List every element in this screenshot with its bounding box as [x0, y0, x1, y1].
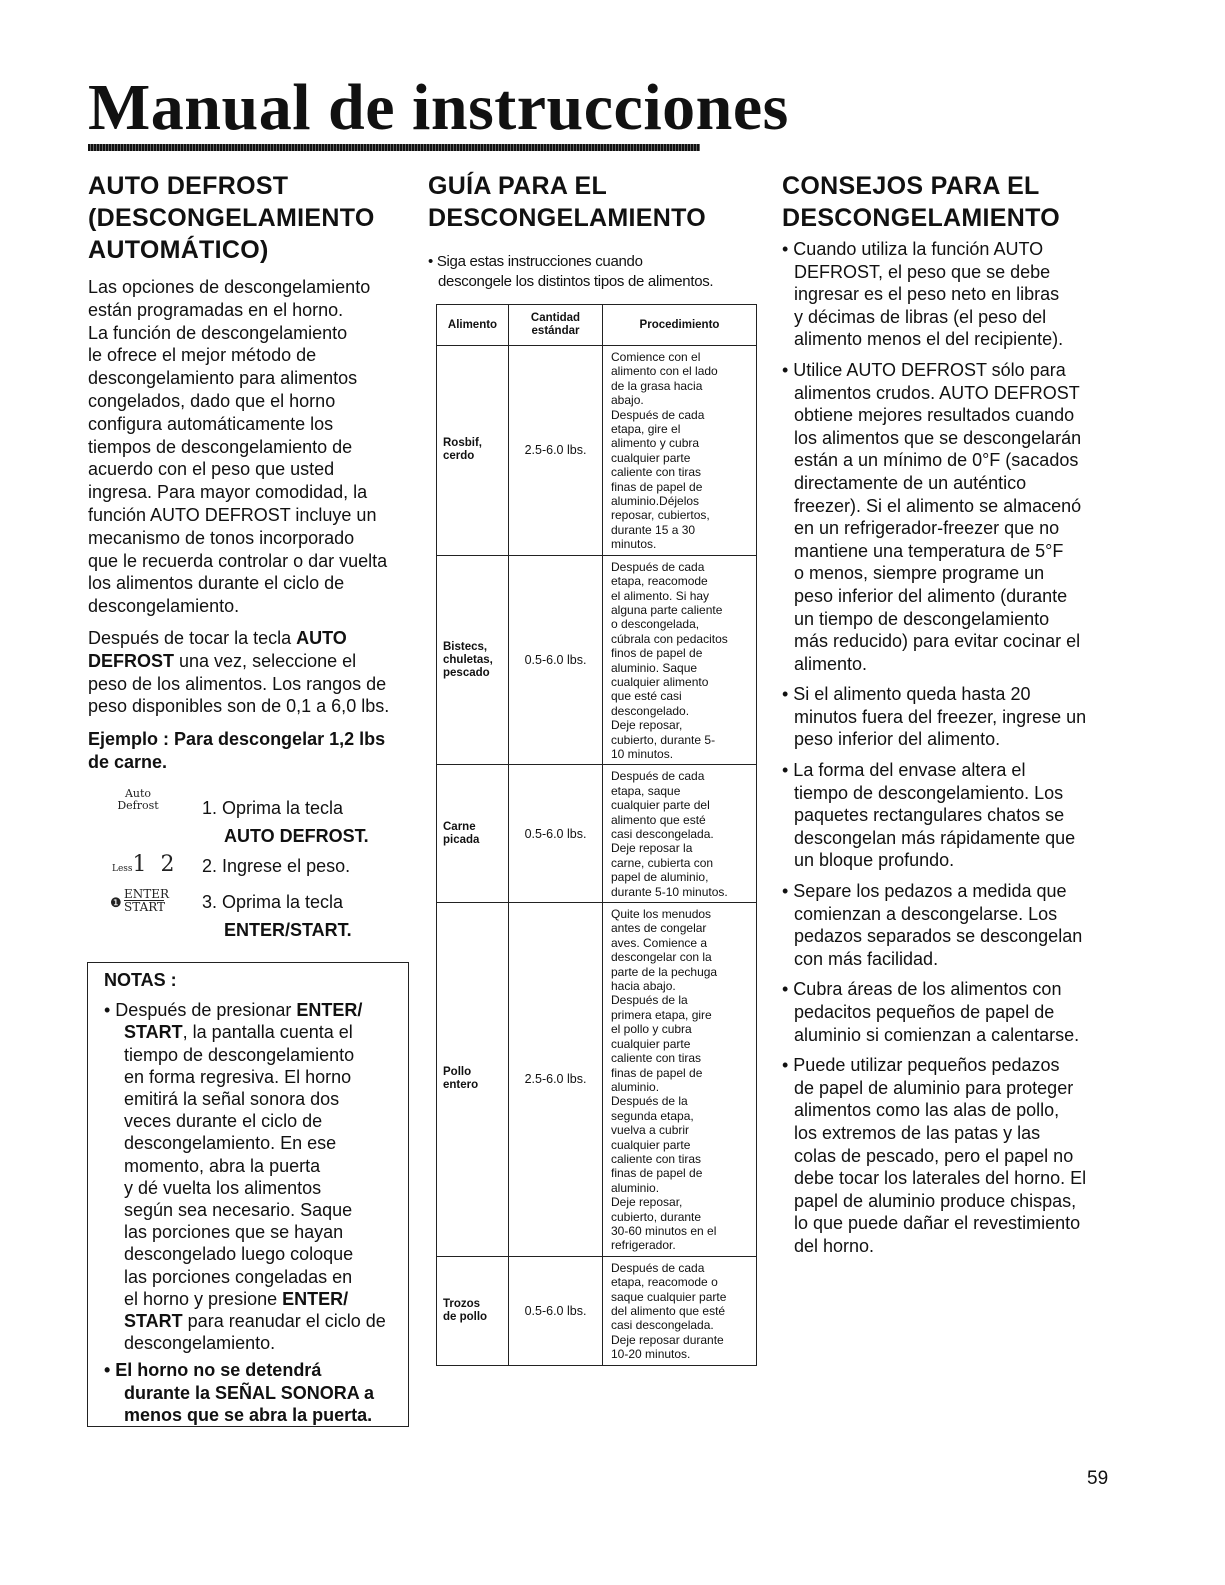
column-header-quantity	[509, 305, 603, 346]
cell-line: finas de papel de	[611, 1065, 703, 1080]
cell-line: caliente con tiras	[611, 1051, 702, 1066]
text-line: aluminio si comienzan a calentarse.	[794, 1024, 1080, 1045]
tip-item	[782, 238, 1122, 351]
text-line: La función de descongelamiento	[88, 322, 348, 343]
text-run: una vez, seleccione el	[174, 650, 357, 671]
text-line: y dé vuelta los alimentos	[124, 1177, 322, 1198]
range-paragraph	[88, 627, 418, 718]
text-line: que le recuerda controlar o dar vuelta	[88, 550, 388, 571]
text-line: comienzan a descongelarse. Los	[794, 903, 1058, 924]
icon-label: ENTER	[124, 887, 170, 901]
cell-line: Pollo	[443, 1066, 472, 1079]
step-1-key: AUTO DEFROST.	[224, 826, 369, 846]
cell-line: Deje reposar durante	[611, 1332, 724, 1347]
text-line	[104, 1021, 408, 1043]
quantity-cell: 2.5-6.0 lbs.	[509, 903, 603, 1257]
step-2-text: 2. Ingrese el peso.	[202, 856, 351, 876]
tip-item	[782, 683, 1122, 751]
cell-line: aluminio.	[611, 1180, 660, 1195]
cell-line: finos de papel de	[611, 646, 703, 661]
text-line: del horno.	[794, 1235, 875, 1256]
cell-line: aves. Comience a	[611, 935, 708, 950]
heading-line: DESCONGELAMIENTO	[782, 204, 1060, 232]
intro-paragraph	[88, 276, 418, 618]
tip-item	[782, 359, 1122, 675]
cell-line: reposar, cubiertos,	[611, 508, 710, 523]
text-line: peso de los alimentos. Los rangos de	[88, 673, 387, 694]
defrost-guide-section	[428, 170, 768, 292]
food-cell	[437, 903, 509, 1257]
defrost-tips-heading	[782, 170, 1122, 234]
cell-line: refrigerador.	[611, 1238, 676, 1253]
notes-title: NOTAS :	[104, 970, 177, 990]
text-line: • Separe los pedazos a medida que	[782, 881, 1067, 902]
cell-line: cubierto, durante	[611, 1209, 702, 1224]
cell-line: Después de cada	[611, 1260, 705, 1275]
text-run: para reanudar el ciclo de	[182, 1311, 386, 1332]
text-run: START	[124, 1022, 183, 1043]
procedure-cell	[603, 346, 757, 556]
cell-line: Después de la	[611, 1094, 688, 1109]
cell-line: parte de la pechuga	[611, 964, 718, 979]
cell-line: aluminio.	[611, 1079, 660, 1094]
text-line: los extremos de las patas y las	[794, 1122, 1041, 1143]
text-line	[104, 1288, 408, 1310]
table-row	[437, 555, 757, 765]
header-line: Cantidad	[530, 312, 581, 324]
text-line: descongelamiento.	[88, 596, 240, 617]
text-line: descongelamiento para alimentos	[88, 368, 358, 389]
notes-box	[87, 962, 409, 1427]
text-line: están programadas en el horno.	[88, 299, 344, 320]
cell-line: alimento y cubra	[611, 436, 700, 451]
icon-label: Less	[112, 864, 133, 874]
text-line: momento, abra la puerta	[124, 1155, 321, 1176]
cell-line: alguna parte caliente	[611, 602, 723, 617]
text-line: obtiene mejores resultados cuando	[794, 405, 1075, 426]
food-cell	[437, 1256, 509, 1365]
text-run: el horno y presione	[124, 1288, 283, 1309]
text-line: durante la SEÑAL SONORA a	[124, 1382, 375, 1403]
text-line: las porciones congeladas en	[124, 1266, 353, 1287]
text-line: ingresa. Para mayor comodidad, la	[88, 482, 368, 503]
text-line: veces durante el ciclo de	[124, 1111, 323, 1132]
text-line: tiempo de descongelamiento	[124, 1044, 355, 1065]
text-line: Ejemplo : Para descongelar 1,2 lbs	[88, 729, 386, 750]
heading-line: DESCONGELAMIENTO	[428, 204, 706, 232]
text-line: de papel de aluminio para proteger	[794, 1077, 1074, 1098]
header-line: estándar	[531, 325, 580, 337]
cell-line: Rosbif,	[443, 437, 482, 450]
cell-line: cúbrala con pedacitos	[611, 631, 728, 646]
text-line: • El horno no se detendrá	[104, 1360, 322, 1381]
auto-defrost-heading	[88, 170, 418, 266]
text-line: le ofrece el mejor método de	[88, 345, 317, 366]
tip-item	[782, 880, 1122, 970]
cell-line: Después de cada	[611, 559, 705, 574]
text-line: minutos fuera del freezer, ingrese un	[794, 706, 1087, 727]
text-run: Después de tocar la tecla	[88, 627, 297, 648]
cell-line: carne, cubierta con	[611, 855, 714, 870]
text-line: peso disponibles son de 0,1 a 6,0 lbs.	[88, 696, 390, 717]
icon-label: Defrost	[117, 799, 159, 812]
text-line: de carne.	[88, 752, 168, 773]
cell-line: descongelar con la	[611, 950, 712, 965]
food-cell	[437, 346, 509, 556]
cell-line: finas de papel de	[611, 1166, 703, 1181]
defrost-tips-section	[782, 170, 1122, 1266]
text-run: DEFROST	[88, 650, 175, 671]
cell-line: 30-60 minutos en el	[611, 1223, 717, 1238]
cell-line: Deje reposar,	[611, 718, 683, 733]
cell-line: pescado	[443, 666, 490, 679]
text-line: están a un mínimo de 0°F (sacados	[794, 450, 1079, 471]
cell-line: cerdo	[443, 450, 475, 463]
text-line: • Puede utilizar pequeños pedazos	[782, 1055, 1060, 1076]
cell-line: caliente con tiras	[611, 1151, 702, 1166]
tips-list	[782, 238, 1122, 1258]
text-line: • Utilice AUTO DEFROST sólo para	[782, 359, 1066, 380]
text-line: alimento.	[794, 653, 868, 674]
cell-line: caliente con tiras	[611, 465, 702, 480]
cell-line: durante 15 a 30	[611, 522, 696, 537]
table-row	[437, 346, 757, 556]
cell-line: Quite los menudos	[611, 907, 712, 922]
text-line: alimentos crudos. AUTO DEFROST	[794, 382, 1080, 403]
text-line: directamente de un auténtico	[794, 472, 1027, 493]
text-line: en un refrigerador-freezer que no	[794, 518, 1060, 539]
step-3-text: 3. Oprima la tecla	[202, 892, 344, 912]
text-line: congelados, dado que el horno	[88, 390, 336, 411]
text-line: los alimentos que se descongelarán	[794, 427, 1082, 448]
quantity-cell: 0.5-6.0 lbs.	[509, 555, 603, 765]
table-row	[437, 1256, 757, 1365]
text-line: alimento menos el del recipiente).	[794, 329, 1064, 350]
text-line	[88, 627, 418, 650]
text-line: en forma regresiva. El horno	[124, 1066, 352, 1087]
icon-label: Auto	[124, 787, 152, 800]
cell-line: cubierto, durante 5-	[611, 732, 716, 747]
text-line: acuerdo con el peso que usted	[88, 459, 335, 480]
cell-line: picada	[443, 833, 480, 846]
cell-line: durante 5-10 minutos.	[611, 884, 728, 899]
cell-line: el pollo y cubra	[611, 1022, 692, 1037]
cell-line: Después de cada	[611, 407, 705, 422]
text-line: alimentos como las alas de pollo,	[794, 1100, 1060, 1121]
text-line: tiempos de descongelamiento de	[88, 436, 353, 457]
text-line: • Cubra áreas de los alimentos con	[782, 979, 1062, 1000]
text-line: tiempo de descongelamiento. Los	[794, 782, 1064, 803]
text-line: freezer). Si el alimento se almacenó	[794, 495, 1082, 516]
text-line: pedazos separados se descongelan	[794, 926, 1083, 947]
text-line: más reducido) para evitar cocinar el	[794, 631, 1081, 652]
text-line: • Si el alimento queda hasta 20	[782, 684, 1031, 705]
text-line: menos que se abra la puerta.	[124, 1404, 373, 1425]
cell-line: finas de papel de	[611, 479, 703, 494]
text-line: con más facilidad.	[794, 948, 939, 969]
text-line	[88, 650, 418, 673]
procedure-cell	[603, 765, 757, 903]
cell-line: saque cualquier parte	[611, 1289, 727, 1304]
heading-line: AUTOMÁTICO)	[88, 236, 269, 264]
text-line	[104, 1310, 408, 1332]
cell-line: segunda etapa,	[611, 1108, 694, 1123]
text-line: descongelan más rápidamente que	[794, 827, 1076, 848]
cell-line: Trozos	[443, 1297, 481, 1310]
cell-line: casi descongelada.	[611, 1318, 714, 1333]
table-header-row	[437, 305, 757, 346]
text-run: , la pantalla cuenta el	[182, 1022, 353, 1043]
cell-line: Después de cada	[611, 769, 705, 784]
cell-line: cualquier parte del	[611, 798, 710, 813]
cell-line: etapa, saque	[611, 783, 681, 798]
text-run: START	[124, 1311, 183, 1332]
number-keys-icon	[112, 852, 192, 877]
page-number: 59	[1087, 1468, 1109, 1489]
cell-line: el alimento. Si hay	[611, 588, 710, 603]
cell-line: que esté casi	[611, 689, 682, 704]
cell-line: Después de la	[611, 993, 688, 1008]
procedure-cell	[603, 903, 757, 1257]
text-run: • Después de presionar	[104, 1000, 297, 1021]
cell-line: aluminio.Déjelos	[611, 494, 700, 509]
heading-line: AUTO DEFROST	[88, 172, 289, 200]
text-line: debe tocar los laterales del horno. El	[794, 1168, 1087, 1189]
cell-line: de la grasa hacia	[611, 378, 703, 393]
text-line: emitirá la señal sonora dos	[124, 1089, 340, 1110]
cell-line: Deje reposar la	[611, 841, 693, 856]
tip-item	[782, 1054, 1122, 1257]
title-underline	[88, 144, 700, 151]
cell-line: etapa, reacomode	[611, 574, 708, 589]
cell-line: cualquier alimento	[611, 674, 709, 689]
table-row	[437, 765, 757, 903]
cell-line: cualquier parte	[611, 1036, 691, 1051]
procedure-cell	[603, 555, 757, 765]
text-line: DEFROST, el peso que se debe	[794, 261, 1051, 282]
text-line: lo que puede dañar el revestimiento	[794, 1213, 1081, 1234]
cell-line: abajo.	[611, 393, 644, 408]
cell-line: hacia abajo.	[611, 979, 676, 994]
cell-line: o descongelada,	[611, 617, 700, 632]
icon-digits: 1 2	[132, 852, 175, 877]
quantity-cell: 0.5-6.0 lbs.	[509, 1256, 603, 1365]
text-line: • La forma del envase altera el	[782, 760, 1026, 781]
cell-line: chuletas,	[443, 653, 493, 666]
text-line: descongelamiento. En ese	[124, 1133, 337, 1154]
cell-line: Bistecs,	[443, 640, 488, 653]
text-line: paquetes rectangulares chatos se	[794, 805, 1065, 826]
cell-line: Comience con el	[611, 350, 701, 364]
text-line: las porciones que se hayan	[124, 1222, 344, 1243]
text-line: descongele los distintos tipos de alimentos.	[438, 273, 714, 290]
cell-line: cualquier parte	[611, 1137, 691, 1152]
text-run: ENTER/	[282, 1288, 349, 1309]
quantity-cell: 2.5-6.0 lbs.	[509, 346, 603, 556]
enter-start-key-icon	[110, 888, 176, 914]
procedure-cell	[603, 1256, 757, 1365]
quantity-cell: 0.5-6.0 lbs.	[509, 765, 603, 903]
icon-label: START	[124, 900, 166, 914]
step-3-key: ENTER/START.	[224, 920, 352, 940]
step-1-text: 1. Oprima la tecla	[202, 798, 344, 818]
text-line: mantiene una temperatura de 5°F	[794, 540, 1064, 561]
text-line: un tiempo de descongelamiento	[794, 608, 1050, 629]
text-line: un bloque profundo.	[794, 850, 955, 871]
cell-line: entero	[443, 1079, 479, 1092]
column-header-procedure: Procedimiento	[603, 305, 757, 346]
text-line: configura automáticamente los	[88, 413, 334, 434]
cell-line: aluminio. Saque	[611, 660, 698, 675]
cell-line: alimento con el lado	[611, 364, 718, 379]
cell-line: minutos.	[611, 537, 657, 552]
page-title: Manual de instrucciones	[88, 71, 789, 144]
cell-line: Deje reposar,	[611, 1195, 683, 1210]
cell-line: del alimento que esté	[611, 1304, 726, 1318]
note-1	[104, 999, 408, 1354]
defrost-guide-table	[436, 304, 757, 1366]
cell-line: antes de congelar	[611, 921, 707, 936]
cell-line: 10 minutos.	[611, 746, 674, 761]
heading-line: CONSEJOS PARA EL	[782, 172, 1040, 200]
text-run: ENTER/	[296, 1000, 363, 1021]
text-line: papel de aluminio produce chispas,	[794, 1190, 1077, 1211]
text-line: los alimentos durante el ciclo de	[88, 573, 345, 594]
defrost-guide-heading	[428, 170, 768, 234]
text-line: Las opciones de descongelamiento	[88, 277, 371, 297]
auto-defrost-section	[88, 170, 418, 774]
note-2	[104, 1359, 408, 1426]
cell-line: papel de aluminio,	[611, 870, 709, 885]
text-line	[104, 999, 408, 1021]
icon-glyph: ❶	[110, 896, 122, 911]
auto-defrost-key-icon	[106, 788, 170, 812]
cell-line: de pollo	[443, 1310, 488, 1323]
cell-line: casi descongelada.	[611, 827, 714, 841]
example-steps	[88, 787, 418, 952]
text-line: peso inferior del alimento.	[794, 729, 1001, 750]
tip-item	[782, 759, 1122, 872]
heading-line: GUÍA PARA EL	[428, 172, 608, 200]
heading-line: (DESCONGELAMIENTO	[88, 204, 375, 232]
text-line: descongelamiento.	[124, 1333, 276, 1354]
example-heading	[88, 728, 418, 774]
cell-line: vuelva a cubrir	[611, 1123, 690, 1138]
text-line: descongelado luego coloque	[124, 1244, 354, 1265]
column-header-food: Alimento	[437, 305, 509, 346]
text-run: AUTO	[296, 627, 347, 648]
text-line: mecanismo de tonos incorporado	[88, 527, 355, 548]
food-cell	[437, 555, 509, 765]
cell-line: etapa, gire el	[611, 422, 681, 437]
cell-line: cualquier parte	[611, 450, 691, 465]
food-cell	[437, 765, 509, 903]
cell-line: descongelado.	[611, 703, 690, 718]
text-line: y décimas de libras (el peso del	[794, 306, 1047, 327]
text-line: ingresar es el peso neto en libras	[794, 284, 1060, 305]
table-row	[437, 903, 757, 1257]
text-line: peso inferior del alimento (durante	[794, 585, 1068, 606]
tip-item	[782, 978, 1122, 1046]
guide-intro	[428, 252, 768, 292]
cell-line: etapa, reacomode o	[611, 1275, 718, 1290]
text-line: • Siga estas instrucciones cuando	[428, 253, 643, 270]
text-line: colas de pescado, pero el papel no	[794, 1145, 1074, 1166]
cell-line: primera etapa, gire	[611, 1007, 712, 1022]
cell-line: alimento que esté	[611, 812, 706, 827]
text-line: pedacitos pequeños de papel de	[794, 1002, 1055, 1022]
cell-line: 10-20 minutos.	[611, 1347, 691, 1362]
text-line: función AUTO DEFROST incluye un	[88, 504, 377, 525]
text-line: o menos, siempre programe un	[794, 563, 1045, 584]
cell-line: Carne	[443, 820, 476, 833]
text-line: según sea necesario. Saque	[124, 1200, 353, 1221]
text-line: • Cuando utiliza la función AUTO	[782, 239, 1044, 259]
